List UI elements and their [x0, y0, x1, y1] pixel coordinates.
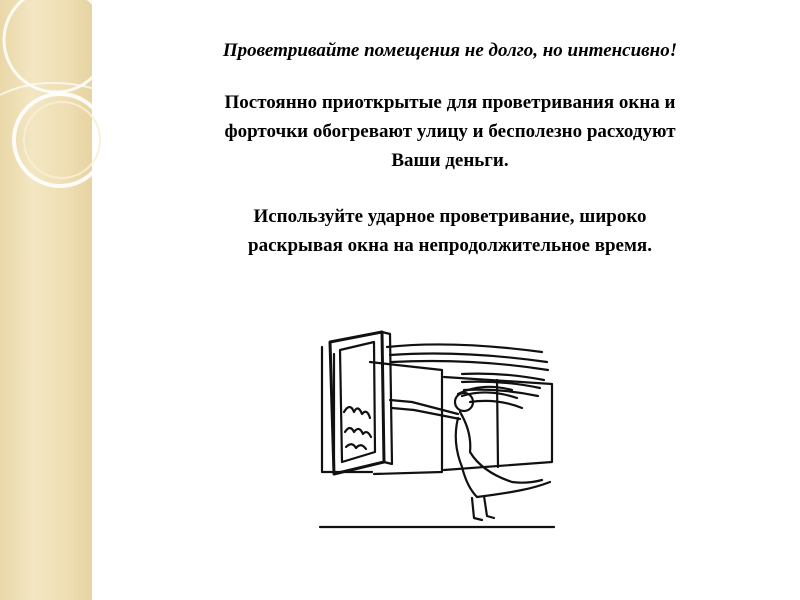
decorative-circles	[0, 0, 140, 240]
slide-heading: Проветривайте помещения не долго, но интенсивно!	[222, 40, 678, 61]
slide-content	[120, 38, 780, 260]
woman-opening-window-illustration	[312, 322, 562, 532]
paragraph-line: раскрывая окна на непродолжительное время.	[248, 235, 652, 256]
paragraph-line: Ваши деньги.	[391, 150, 509, 171]
paragraph-line: Постоянно приоткрытые для проветривания окна и	[224, 92, 676, 113]
paragraph-shock-ventilation	[120, 202, 780, 260]
paragraph-open-windows	[120, 88, 780, 175]
paragraph-line: форточки обогревают улицу и бесполезно расходуют	[224, 121, 676, 142]
paragraph-line: Используйте ударное проветривание, широко	[253, 206, 647, 227]
